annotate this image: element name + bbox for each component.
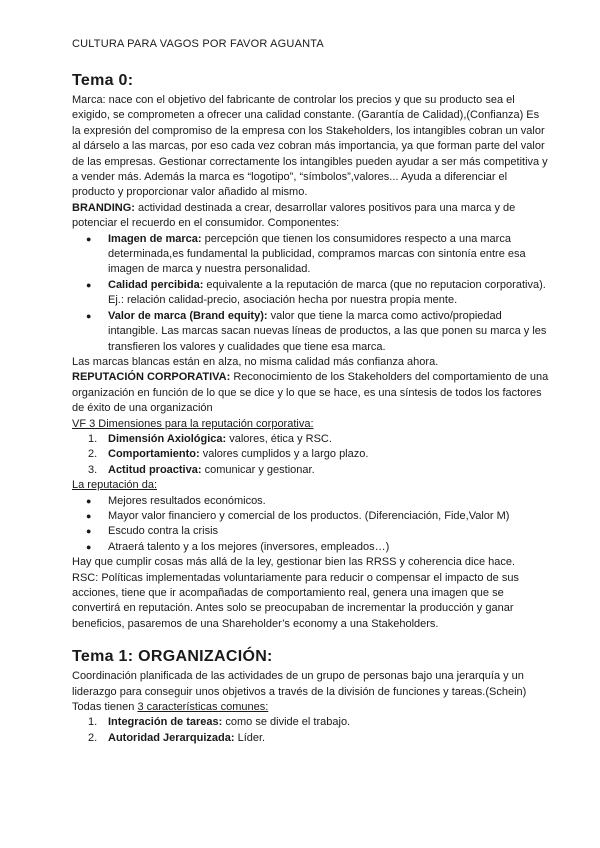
item-text: comunicar y gestionar. bbox=[201, 463, 315, 476]
item-label: Comportamiento: bbox=[108, 448, 200, 461]
item-number: 1. bbox=[88, 432, 98, 445]
todas-paragraph bbox=[72, 700, 550, 715]
page-header: CULTURA PARA VAGOS POR FAVOR AGUANTA bbox=[72, 38, 324, 50]
dimensiones-list bbox=[72, 432, 550, 478]
item-number: 2. bbox=[88, 448, 98, 461]
list-item: ● Atraerá talento y a los mejores (inversores, empleados…) bbox=[72, 540, 550, 555]
reputacion-text: Reconocimiento de los Stakeholders del comportamiento de una organización en función de lo que se dice y lo que se hace, es una síntesis de todos los factores de éxito de una organización bbox=[72, 371, 549, 415]
list-item: ● Escudo contra la crisis bbox=[72, 524, 550, 539]
item-label: Valor de marca (Brand equity): bbox=[108, 309, 268, 322]
item-label: Actitud proactiva: bbox=[108, 463, 202, 476]
item-text: valor que tiene la marca como activo/propiedad intangible. Las marcas sacan nuevas líneas de productos, a las que ponen su marca y les transfieren los valores y cualidades que tiene esa marca. bbox=[108, 309, 547, 353]
todas-underlined: 3 características comunes: bbox=[137, 701, 269, 714]
item-label: Imagen de marca: bbox=[108, 232, 202, 245]
item-number: 3. bbox=[88, 463, 98, 476]
item-text: percepción que tienen los consumidores respecto a una marca determinada,es fundamental la publicidad, compramos marcas con sintonía entre esa imagen de marca y nuestra personalidad. bbox=[108, 232, 526, 276]
list-item bbox=[72, 447, 550, 462]
reputacion-da-title: La reputación da: bbox=[72, 479, 158, 492]
list-item bbox=[72, 463, 550, 478]
rsc-paragraph: RSC: Políticas implementadas voluntariamente para reducir o compensar el impacto de sus acciones, tiene que ir acompañadas de comportamiento real, genera una imagen que se convertirá en reputación. Antes solo se preocupaban de incrementar la producción y ganar beneficios, pasaremos de una Shareholder’s economy a una Stakeholders. bbox=[72, 571, 519, 630]
reputacion-paragraph bbox=[72, 370, 550, 416]
branding-label: BRANDING: bbox=[72, 201, 135, 214]
reputacion-da-list bbox=[72, 494, 550, 556]
dimensiones-title: VF 3 Dimensiones para la reputación corporativa: bbox=[72, 417, 314, 430]
tema0-heading: Tema 0: bbox=[72, 72, 134, 89]
item-label: Calidad percibida: bbox=[108, 278, 204, 291]
marcas-blancas-paragraph: Las marcas blancas están en alza, no misma calidad más confianza ahora. bbox=[72, 355, 439, 368]
reputacion-label: REPUTACIÓN CORPORATIVA: bbox=[72, 371, 231, 384]
list-item: ● Mayor valor financiero y comercial de los productos. (Diferenciación, Fide,Valor M) bbox=[72, 509, 550, 524]
tema1-line2: liderazgo para conseguir unos objetivos a través de la división de funciones y tareas.(Schein) bbox=[72, 685, 527, 698]
item-text: equivalente a la reputación de marca (que no reputacion corporativa). Ej.: relación calidad-precio, asociación hecha por nuestra propia mente. bbox=[108, 278, 546, 307]
list-item bbox=[72, 715, 550, 730]
item-number: 2. bbox=[88, 731, 98, 744]
list-item bbox=[72, 232, 550, 278]
cumplir-paragraph: Hay que cumplir cosas más allá de la ley, gestionar bien las RRSS y coherencia dice hace. bbox=[72, 556, 516, 569]
branding-text: actividad destinada a crear, desarrollar valores positivos para una marca y de potenciar el recuerdo en el consumidor. Componentes: bbox=[72, 201, 516, 230]
item-label: Integración de tareas: bbox=[108, 716, 223, 729]
item-number: 1. bbox=[88, 716, 98, 729]
tema1-heading: Tema 1: ORGANIZACIÓN: bbox=[72, 648, 273, 666]
list-item: ● Mejores resultados económicos. bbox=[72, 494, 550, 509]
list-item bbox=[72, 309, 550, 355]
list-item bbox=[72, 278, 550, 309]
list-item bbox=[72, 731, 550, 746]
caracteristicas-list bbox=[72, 715, 550, 746]
branding-paragraph bbox=[72, 201, 550, 232]
document-body bbox=[72, 72, 550, 746]
todas-prefix: Todas tienen bbox=[72, 701, 138, 714]
item-label: Autoridad Jerarquizada: bbox=[108, 731, 235, 744]
item-label: Dimensión Axiológica: bbox=[108, 432, 227, 445]
item-text: Líder. bbox=[234, 731, 266, 744]
item-text: valores, ética y RSC. bbox=[226, 432, 332, 445]
item-text: valores cumplidos y a largo plazo. bbox=[199, 448, 369, 461]
marca-paragraph: Marca: nace con el objetivo del fabricante de controlar los precios y que su producto sea el exigido, se comprometen a ofrecer una calidad constante. (Garantía de Calidad),(Confianza) Es la expresión del compromiso de la empresa con los Stakeholders, los intangibles cobran un valor al dárselo a las marcas, por eso cada vez cobran más importancia, ya que forman parte del valor de las empresas. Gestionar correctamente los intangibles pueden ayudar a ser más competitiva y a vender más. Además la marca es “logotipo”, “símbolos”,valores... Ayuda a diferenciar el producto y proporcionar valor añadido al mismo. bbox=[72, 94, 548, 199]
item-text: como se divide el trabajo. bbox=[222, 716, 351, 729]
list-item bbox=[72, 432, 550, 447]
tema1-line1: Coordinación planificada de las actividades de un grupo de personas bajo una jerarquía y un bbox=[72, 670, 524, 683]
componentes-list bbox=[72, 232, 550, 355]
